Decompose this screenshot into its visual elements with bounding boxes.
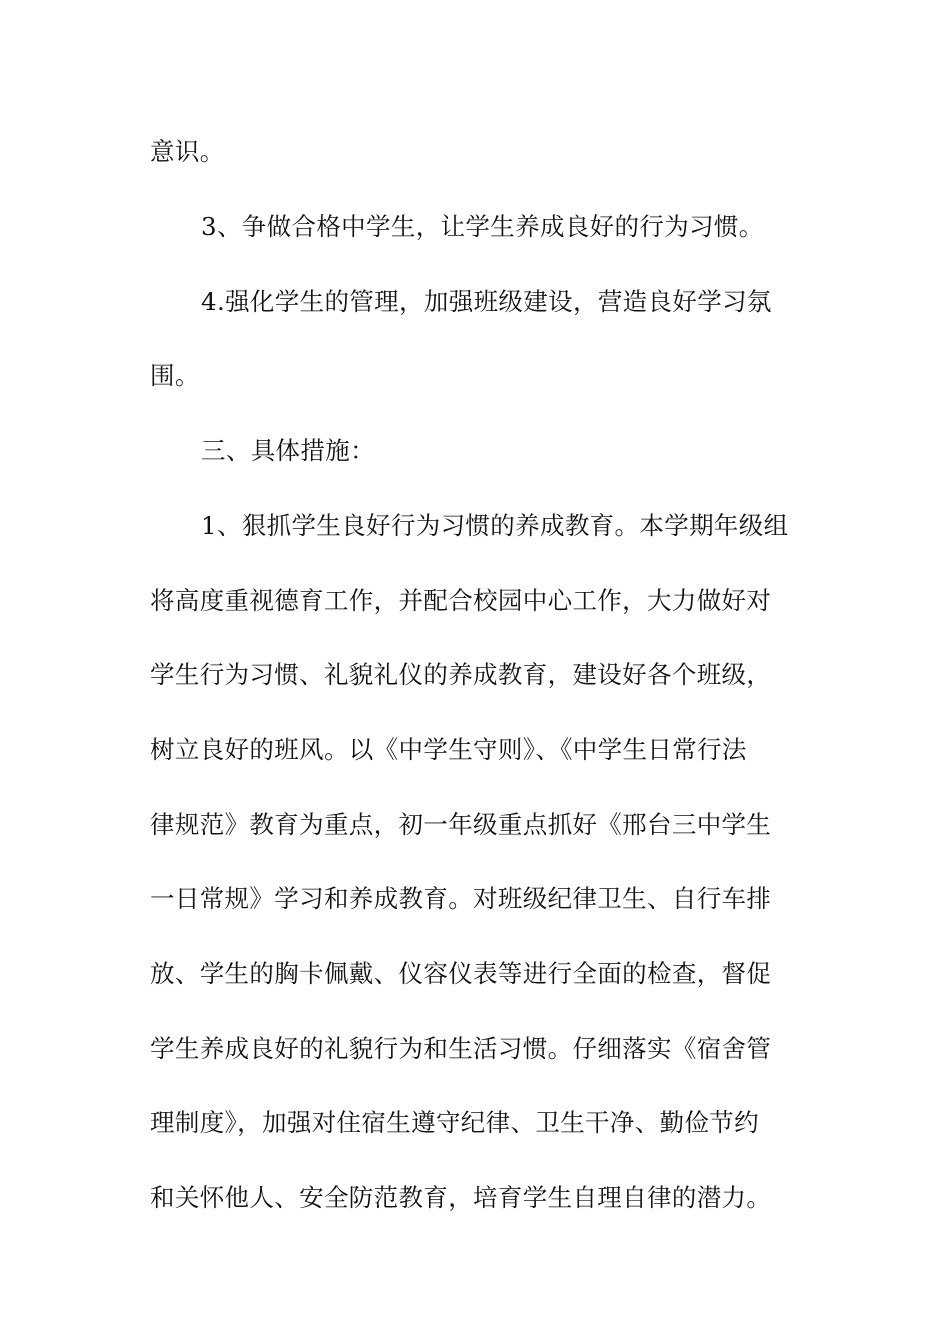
text-line: 一日常规》学习和养成教育。对班级纪律卫生、自行车排: [150, 884, 772, 913]
text-line: 4.强化学生的管理，加强班级建设，营造良好学习氛: [201, 287, 772, 316]
text-line: 树立良好的班风。以《中学生守则》、《中学生日常行法: [150, 735, 747, 764]
text-line: 意识。: [150, 137, 225, 166]
text-line: 理制度》，加强对住宿生遵守纪律、卫生干净、勤俭节约: [150, 1108, 759, 1137]
text-line: 和关怀他人、安全防范教育，培育学生自理自律的潜力。: [150, 1183, 772, 1212]
text-line: 律规范》教育为重点，初一年级重点抓好《邢台三中学生: [150, 810, 772, 839]
text-line: 3、争做合格中学生，让学生养成良好的行为习惯。: [201, 212, 764, 241]
text-line: 1、狠抓学生良好行为习惯的养成教育。本学期年级组: [201, 511, 789, 540]
text-line: 围。: [150, 361, 200, 390]
section-heading: 三、具体措施：: [201, 436, 375, 465]
text-line: 放、学生的胸卡佩戴、仪容仪表等进行全面的检查，督促: [150, 959, 772, 988]
text-line: 学生行为习惯、礼貌礼仪的养成教育，建设好各个班级，: [150, 660, 772, 689]
text-line: 将高度重视德育工作，并配合校园中心工作，大力做好对: [150, 586, 772, 615]
text-line: 学生养成良好的礼貌行为和生活习惯。仔细落实《宿舍管: [150, 1034, 772, 1063]
